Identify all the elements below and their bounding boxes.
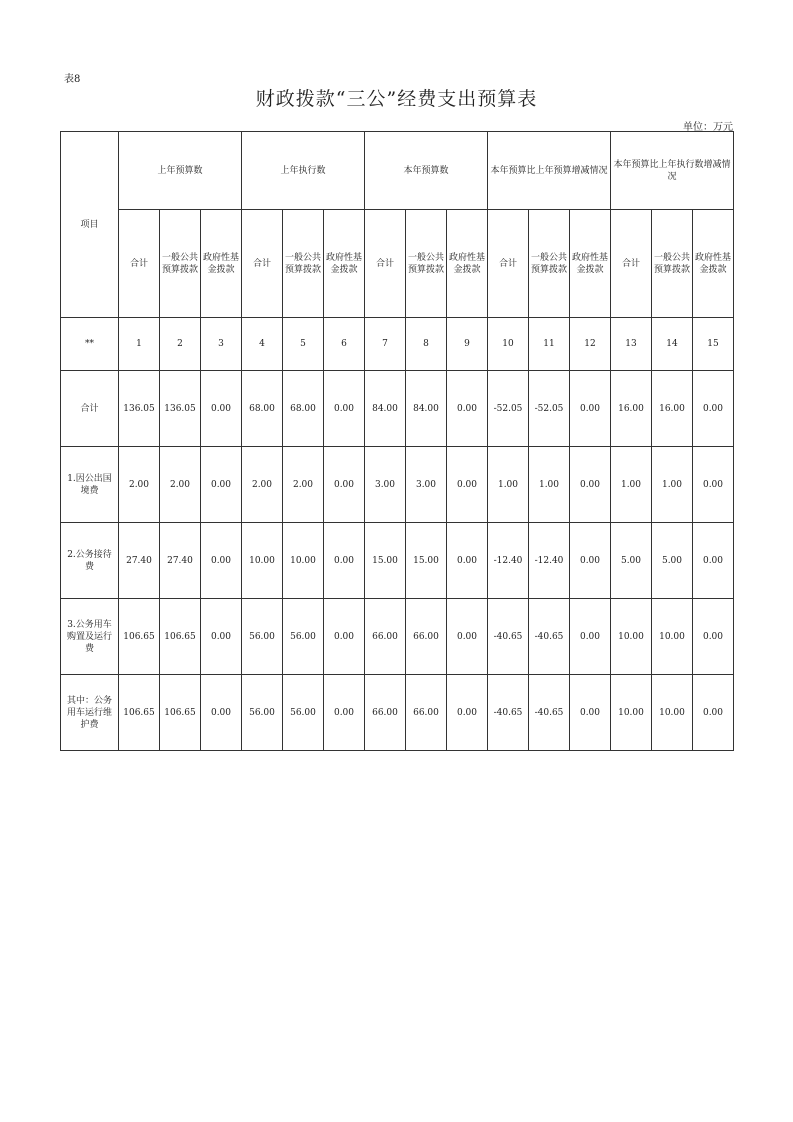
row-label: 合计 — [61, 371, 119, 447]
value-cell: 3.00 — [365, 447, 406, 523]
value-cell: 1.00 — [529, 447, 570, 523]
sub-header: 一般公共预算拨款 — [160, 210, 201, 318]
value-cell: 0.00 — [570, 371, 611, 447]
value-cell: 0.00 — [324, 675, 365, 751]
value-cell: 10.00 — [611, 599, 652, 675]
value-cell: 0.00 — [693, 447, 734, 523]
value-cell: -40.65 — [488, 599, 529, 675]
group-header: 本年预算数 — [365, 132, 488, 210]
value-cell: 136.05 — [119, 371, 160, 447]
index-row-label: ** — [61, 318, 119, 371]
value-cell: 0.00 — [693, 675, 734, 751]
value-cell: -40.65 — [529, 599, 570, 675]
index-cell: 6 — [324, 318, 365, 371]
page-title: 财政拨款“三公”经费支出预算表 — [255, 88, 538, 110]
index-cell: 3 — [201, 318, 242, 371]
value-cell: 66.00 — [406, 675, 447, 751]
index-cell: 15 — [693, 318, 734, 371]
value-cell: 0.00 — [693, 371, 734, 447]
index-cell: 14 — [652, 318, 693, 371]
value-cell: 2.00 — [242, 447, 283, 523]
value-cell: 10.00 — [652, 675, 693, 751]
value-cell: 0.00 — [570, 675, 611, 751]
index-cell: 8 — [406, 318, 447, 371]
value-cell: 5.00 — [652, 523, 693, 599]
group-header: 本年预算比上年执行数增减情况 — [611, 132, 734, 210]
value-cell: 2.00 — [283, 447, 324, 523]
index-cell: 4 — [242, 318, 283, 371]
sub-header: 政府性基金拨款 — [447, 210, 488, 318]
page-label: 表8 — [64, 74, 81, 85]
value-cell: 10.00 — [283, 523, 324, 599]
value-cell: 0.00 — [201, 599, 242, 675]
table-row-total — [61, 371, 734, 447]
value-cell: 0.00 — [201, 447, 242, 523]
value-cell: 0.00 — [693, 599, 734, 675]
group-header-row — [61, 132, 734, 210]
value-cell: 84.00 — [365, 371, 406, 447]
value-cell: 0.00 — [201, 675, 242, 751]
value-cell: 0.00 — [324, 447, 365, 523]
value-cell: 68.00 — [283, 371, 324, 447]
value-cell: 68.00 — [242, 371, 283, 447]
sub-header: 合计 — [611, 210, 652, 318]
index-cell: 13 — [611, 318, 652, 371]
sub-header-row — [61, 210, 734, 318]
value-cell: 0.00 — [570, 599, 611, 675]
value-cell: 0.00 — [693, 523, 734, 599]
value-cell: 1.00 — [611, 447, 652, 523]
value-cell: 5.00 — [611, 523, 652, 599]
budget-table — [60, 131, 734, 751]
index-cell: 2 — [160, 318, 201, 371]
value-cell: 56.00 — [242, 599, 283, 675]
value-cell: 106.65 — [119, 675, 160, 751]
index-cell: 1 — [119, 318, 160, 371]
value-cell: -52.05 — [529, 371, 570, 447]
value-cell: 0.00 — [324, 599, 365, 675]
table-row — [61, 599, 734, 675]
value-cell: -52.05 — [488, 371, 529, 447]
value-cell: 1.00 — [652, 447, 693, 523]
value-cell: 27.40 — [160, 523, 201, 599]
group-header: 上年执行数 — [242, 132, 365, 210]
value-cell: -40.65 — [529, 675, 570, 751]
sub-header: 一般公共预算拨款 — [283, 210, 324, 318]
value-cell: 0.00 — [447, 371, 488, 447]
index-cell: 5 — [283, 318, 324, 371]
sub-header: 合计 — [242, 210, 283, 318]
value-cell: -40.65 — [488, 675, 529, 751]
value-cell: 66.00 — [365, 675, 406, 751]
sub-header: 一般公共预算拨款 — [406, 210, 447, 318]
row-label: 2.公务接待费 — [61, 523, 119, 599]
table-row — [61, 523, 734, 599]
value-cell: 0.00 — [324, 371, 365, 447]
sub-header: 合计 — [365, 210, 406, 318]
value-cell: 136.05 — [160, 371, 201, 447]
value-cell: 15.00 — [406, 523, 447, 599]
value-cell: 10.00 — [652, 599, 693, 675]
value-cell: 106.65 — [119, 599, 160, 675]
value-cell: 0.00 — [447, 599, 488, 675]
group-header: 本年预算比上年预算增减情况 — [488, 132, 611, 210]
value-cell: 2.00 — [119, 447, 160, 523]
value-cell: 3.00 — [406, 447, 447, 523]
row-label: 3.公务用车购置及运行费 — [61, 599, 119, 675]
value-cell: 0.00 — [201, 523, 242, 599]
value-cell: 56.00 — [283, 599, 324, 675]
value-cell: 0.00 — [447, 523, 488, 599]
value-cell: 56.00 — [283, 675, 324, 751]
item-header: 项目 — [61, 132, 119, 318]
index-cell: 7 — [365, 318, 406, 371]
value-cell: 0.00 — [201, 371, 242, 447]
sub-header: 政府性基金拨款 — [570, 210, 611, 318]
value-cell: 2.00 — [160, 447, 201, 523]
sub-header: 一般公共预算拨款 — [529, 210, 570, 318]
value-cell: 0.00 — [570, 523, 611, 599]
group-header: 上年预算数 — [119, 132, 242, 210]
value-cell: 1.00 — [488, 447, 529, 523]
sub-header: 政府性基金拨款 — [201, 210, 242, 318]
value-cell: 106.65 — [160, 675, 201, 751]
sub-header: 合计 — [119, 210, 160, 318]
index-row — [61, 318, 734, 371]
index-cell: 9 — [447, 318, 488, 371]
sub-header: 一般公共预算拨款 — [652, 210, 693, 318]
value-cell: -12.40 — [529, 523, 570, 599]
table-row — [61, 675, 734, 751]
value-cell: 66.00 — [365, 599, 406, 675]
value-cell: 0.00 — [570, 447, 611, 523]
value-cell: 66.00 — [406, 599, 447, 675]
value-cell: 56.00 — [242, 675, 283, 751]
sub-header: 合计 — [488, 210, 529, 318]
row-label: 其中：公务用车运行维护费 — [61, 675, 119, 751]
value-cell: 16.00 — [611, 371, 652, 447]
index-cell: 11 — [529, 318, 570, 371]
index-cell: 12 — [570, 318, 611, 371]
table-row — [61, 447, 734, 523]
index-cell: 10 — [488, 318, 529, 371]
value-cell: 27.40 — [119, 523, 160, 599]
value-cell: 0.00 — [324, 523, 365, 599]
value-cell: 0.00 — [447, 675, 488, 751]
value-cell: 15.00 — [365, 523, 406, 599]
value-cell: 10.00 — [242, 523, 283, 599]
sub-header: 政府性基金拨款 — [693, 210, 734, 318]
value-cell: 16.00 — [652, 371, 693, 447]
value-cell: 10.00 — [611, 675, 652, 751]
row-label: 1.因公出国境费 — [61, 447, 119, 523]
value-cell: -12.40 — [488, 523, 529, 599]
unit-label: 单位：万元 — [683, 122, 733, 133]
value-cell: 106.65 — [160, 599, 201, 675]
value-cell: 0.00 — [447, 447, 488, 523]
value-cell: 84.00 — [406, 371, 447, 447]
sub-header: 政府性基金拨款 — [324, 210, 365, 318]
